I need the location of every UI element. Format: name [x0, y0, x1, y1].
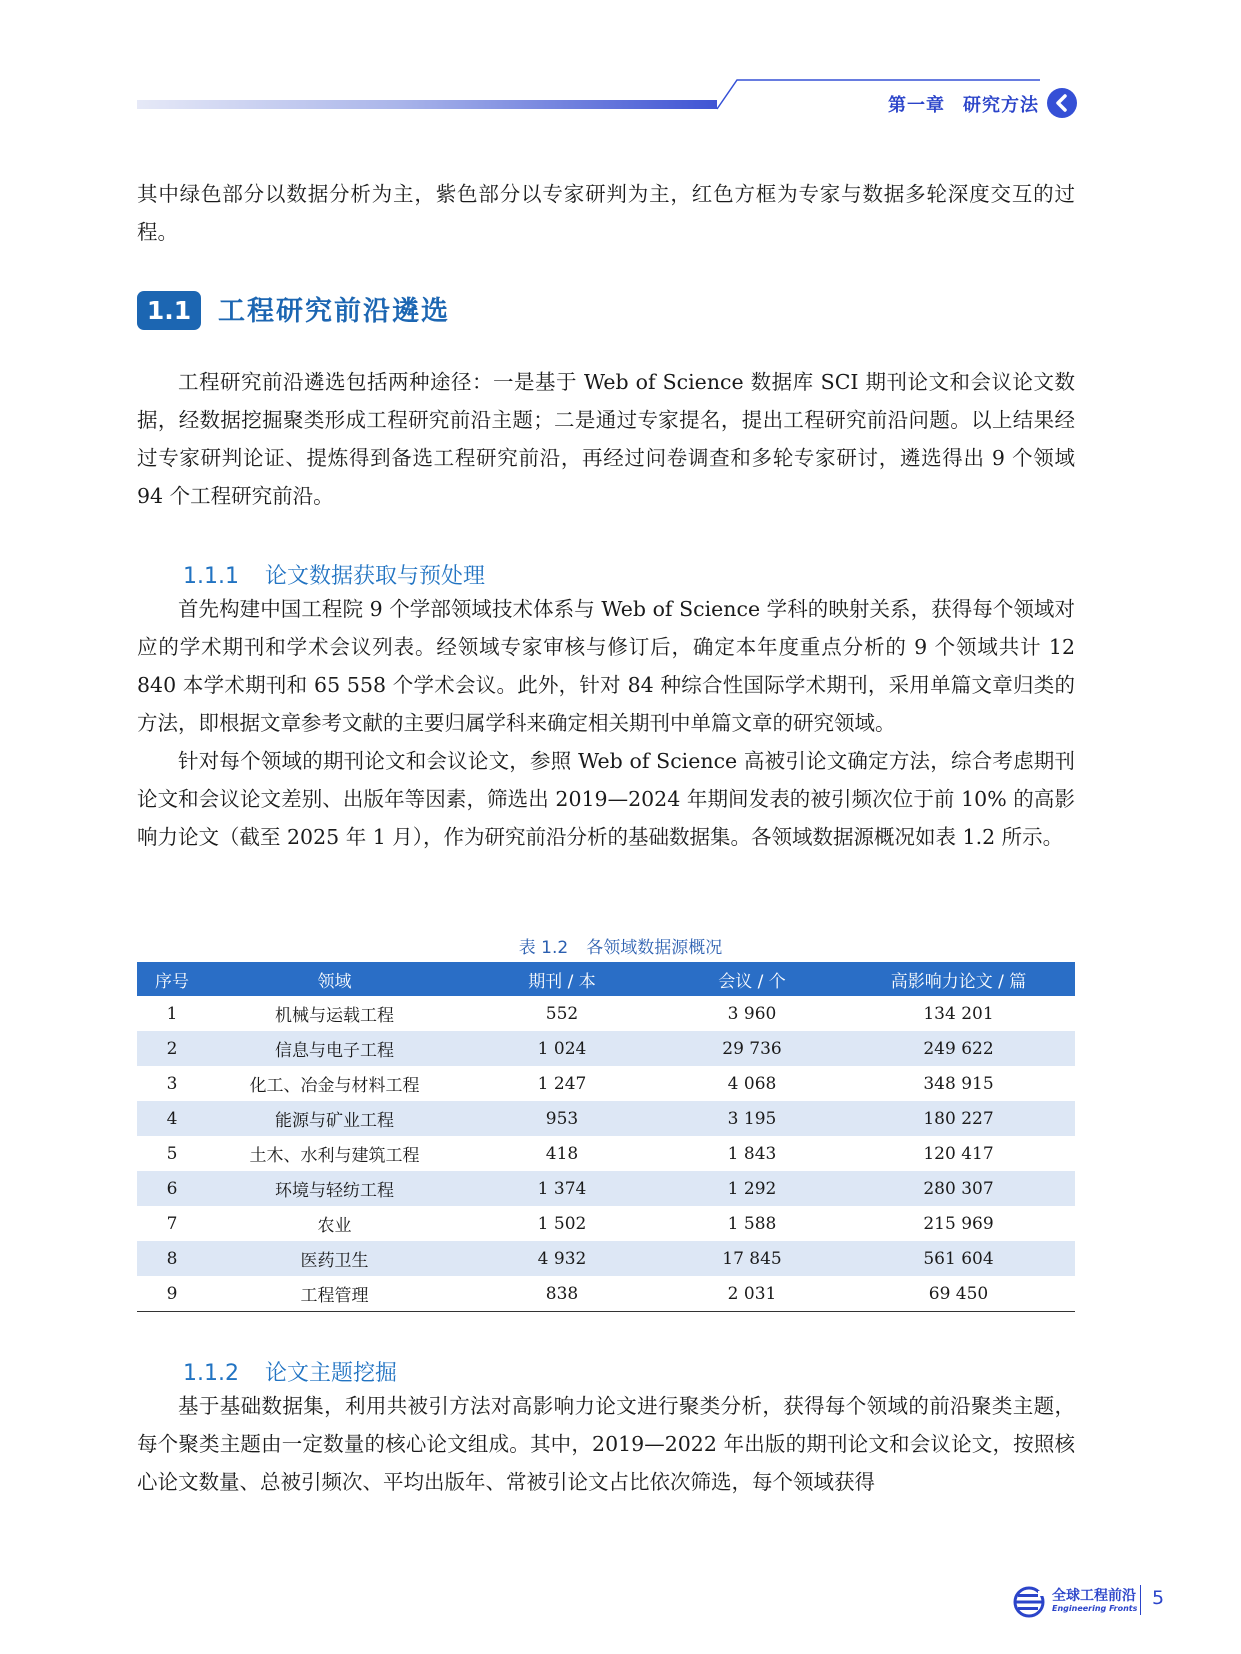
- section-title: 工程研究前沿遴选: [218, 296, 450, 327]
- engineering-fronts-logo-icon: [1012, 1585, 1048, 1619]
- cell-field: 环境与轻纺工程: [207, 1171, 462, 1206]
- subsection-heading-1: [183, 559, 485, 590]
- cell-field: 医药卫生: [207, 1241, 462, 1276]
- cell-journals: 1 024: [462, 1031, 662, 1066]
- cell-journals: 1 374: [462, 1171, 662, 1206]
- cell-papers: 69 450: [842, 1276, 1075, 1312]
- footer-divider: [1140, 1585, 1141, 1615]
- cell-field: 信息与电子工程: [207, 1031, 462, 1066]
- cell-index: 5: [166, 1143, 178, 1164]
- table-row: [137, 1206, 1075, 1241]
- cell-journals: 552: [545, 1003, 579, 1024]
- cell-journals: 953: [462, 1101, 662, 1136]
- table-row: [137, 1101, 1075, 1136]
- cell-index: 7: [166, 1213, 178, 1234]
- cell-index: 4: [137, 1101, 207, 1136]
- table-row: [137, 996, 1075, 1031]
- table-row: [137, 1171, 1075, 1206]
- cell-journals: 1 502: [537, 1213, 587, 1234]
- cell-field: 化工、冶金与材料工程: [249, 1076, 420, 1096]
- cell-journals: 838: [462, 1276, 662, 1312]
- cell-papers: 120 417: [923, 1143, 994, 1164]
- data-source-table: [137, 962, 1075, 1312]
- column-header: 会议 / 个: [662, 962, 842, 996]
- column-header: 期刊 / 本: [462, 962, 662, 996]
- cell-journals: 418: [545, 1143, 579, 1164]
- footer-brand-english: Engineering Fronts: [1052, 1604, 1138, 1613]
- cell-papers: 134 201: [923, 1003, 994, 1024]
- subsection-1-paragraph-2: 针对每个领域的期刊论文和会议论文，参照 Web of Science 高被引论文确定方法，综合考虑期刊论文和会议论文差别、出版年等因素，筛选出 2019—2024 年期间发表的被引频次位于前 10% 的高影响力论文（截至 2025 年 1 月），作为研究前沿分析的基础数据集。各领域数据源概况如表 1.2 所示。: [137, 749, 1075, 849]
- cell-papers: 280 307: [842, 1171, 1075, 1206]
- cell-conferences: 1 292: [662, 1171, 842, 1206]
- cell-index: 1: [166, 1003, 178, 1024]
- footer-brand-name: 全球工程前沿: [1052, 1588, 1136, 1604]
- section-paragraph: 工程研究前沿遴选包括两种途径：一是基于 Web of Science 数据库 SCI 期刊论文和会议论文数据，经数据挖掘聚类形成工程研究前沿主题；二是通过专家提名，提出工程研究前沿问题。以上结果经过专家研判论证、提炼得到备选工程研究前沿，再经过问卷调查和多轮专家研讨，遴选得出 9 个领域 94 个工程研究前沿。: [137, 370, 1075, 508]
- cell-conferences: 3 960: [727, 1003, 777, 1024]
- subsection-number: 1.1.1: [183, 564, 239, 589]
- cell-conferences: 17 845: [662, 1241, 842, 1276]
- cell-papers: 348 915: [923, 1073, 994, 1094]
- subsection-number: 1.1.2: [183, 1361, 239, 1386]
- column-header: 领域: [207, 962, 462, 996]
- subsection-2-paragraph: 基于基础数据集，利用共被引方法对高影响力论文进行聚类分析，获得每个领域的前沿聚类主题，每个聚类主题由一定数量的核心论文组成。其中，2019—2022 年出版的期刊论文和会议论文，按照核心论文数量、总被引频次、平均出版年、常被引论文占比依次筛选，每个领域获得: [137, 1394, 1075, 1494]
- table-row: [137, 1276, 1075, 1312]
- section-number-badge: 1.1: [137, 291, 201, 330]
- cell-journals: 1 247: [537, 1073, 587, 1094]
- cell-papers: 249 622: [842, 1031, 1075, 1066]
- cell-index: 8: [137, 1241, 207, 1276]
- cell-index: 6: [137, 1171, 207, 1206]
- subsection-title: 论文数据获取与预处理: [264, 564, 485, 589]
- cell-field: 土木、水利与建筑工程: [249, 1146, 420, 1166]
- cell-index: 3: [166, 1073, 178, 1094]
- cell-field: 机械与运载工程: [275, 1006, 394, 1026]
- page-number: 5: [1152, 1587, 1165, 1609]
- cell-papers: 561 604: [842, 1241, 1075, 1276]
- cell-field: 能源与矿业工程: [207, 1101, 462, 1136]
- cell-conferences: 3 195: [662, 1101, 842, 1136]
- chapter-section: 研究方法: [963, 95, 1039, 116]
- chevron-left-icon: [1047, 88, 1077, 118]
- intro-paragraph: 其中绿色部分以数据分析为主，紫色部分以专家研判为主，红色方框为专家与数据多轮深度交互的过程。: [137, 182, 1075, 244]
- table-caption-title: 各领域数据源概况: [586, 938, 723, 958]
- cell-field: 工程管理: [207, 1276, 462, 1312]
- subsection-1-paragraph-1: 首先构建中国工程院 9 个学部领域技术体系与 Web of Science 学科的映射关系，获得每个领域对应的学术期刊和学术会议列表。经领域专家审核与修订后，确定本年度重点分析的 9 个领域共计 12 840 本学术期刊和 65 558 个学术会议。此外，针对 84 种综合性国际学术期刊，采用单篇文章归类的方法，即根据文章参考文献的主要归属学科来确定相关期刊中单篇文章的研究领域。: [137, 597, 1075, 735]
- cell-field: 农业: [317, 1216, 352, 1236]
- chapter-label: 第一章: [888, 95, 945, 116]
- cell-conferences: 1 588: [727, 1213, 777, 1234]
- cell-conferences: 1 843: [727, 1143, 777, 1164]
- subsection-title: 论文主题挖掘: [264, 1361, 397, 1386]
- cell-index: 9: [137, 1276, 207, 1312]
- cell-conferences: 2 031: [662, 1276, 842, 1312]
- table-caption: [0, 933, 1241, 958]
- table-header-row: [137, 962, 1075, 996]
- table-row: [137, 1136, 1075, 1171]
- table-caption-number: 表 1.2: [518, 938, 569, 958]
- table-row: [137, 1031, 1075, 1066]
- cell-papers: 215 969: [923, 1213, 994, 1234]
- column-header: 序号: [137, 962, 207, 996]
- cell-conferences: 29 736: [662, 1031, 842, 1066]
- cell-conferences: 4 068: [727, 1073, 777, 1094]
- table-row: [137, 1066, 1075, 1101]
- table-row: [137, 1241, 1075, 1276]
- cell-papers: 180 227: [842, 1101, 1075, 1136]
- running-header: [888, 91, 1039, 117]
- subsection-heading-2: [183, 1356, 397, 1387]
- cell-index: 2: [137, 1031, 207, 1066]
- column-header: 高影响力论文 / 篇: [842, 962, 1075, 996]
- cell-journals: 4 932: [462, 1241, 662, 1276]
